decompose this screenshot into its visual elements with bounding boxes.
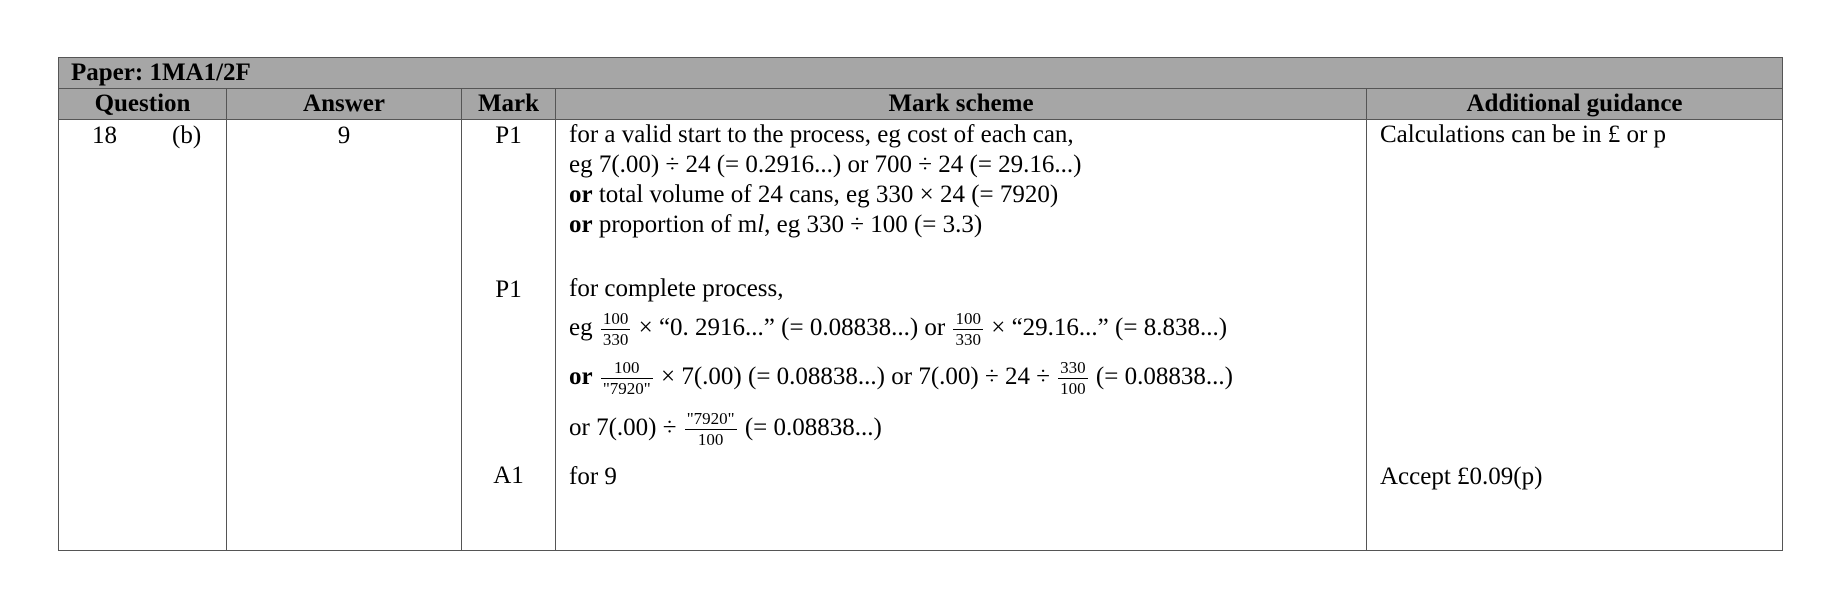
guidance-calculations: Calculations can be in £ or p [1380, 121, 1667, 148]
column-header-mark: Mark [462, 89, 556, 120]
scheme-a1-line: for 9 [569, 463, 617, 490]
scheme-p1-line4 [569, 210, 982, 240]
scheme-p2-line3-end: (= 0.08838...) [1089, 363, 1233, 391]
scheme-p2-line2 [569, 309, 1227, 350]
fraction [601, 309, 631, 350]
fraction-denominator: 330 [955, 330, 981, 349]
fraction-numerator: 100 [602, 309, 629, 328]
mark-p1-second: P1 [495, 276, 522, 303]
fraction-denominator: 100 [1060, 379, 1086, 398]
scheme-p2-line4 [569, 409, 882, 450]
mark-scheme-sheet [58, 57, 1782, 551]
column-header-mark-scheme: Mark scheme [556, 89, 1367, 120]
scheme-p1-line3-text: total volume of 24 cans, eg 330 × 24 (= 7920) [592, 181, 1059, 208]
mark-scheme-cell [556, 120, 1367, 551]
question-cell [59, 120, 227, 551]
column-header-row [59, 89, 1783, 120]
guidance-cell [1367, 120, 1783, 551]
column-header-guidance: Additional guidance [1367, 89, 1783, 120]
column-header-question: Question [59, 89, 227, 120]
answer-value: 9 [337, 122, 351, 149]
paper-label: Paper: 1MA1/2F [59, 58, 1783, 89]
mark-cell [462, 120, 556, 551]
answer-cell [227, 120, 462, 551]
paper-header-row [59, 58, 1783, 89]
scheme-p2-line2-mid1: × “0. 2916...” (= 0.08838...) or [632, 314, 952, 342]
scheme-p2-line3 [569, 358, 1233, 399]
scheme-p1-line4-italic-l: l [757, 211, 765, 238]
fraction-numerator: "7920" [686, 409, 735, 428]
scheme-p1-line2: eg 7(.00) ÷ 24 (= 0.2916...) or 700 ÷ 24 (= 29.16...) [569, 151, 1082, 178]
scheme-p1-line4-text-a: proportion of m [592, 211, 758, 238]
scheme-p2-line4-end: (= 0.08838...) [738, 414, 882, 442]
fraction [953, 309, 983, 350]
or-keyword: or [569, 363, 593, 391]
fraction-denominator: 100 [697, 430, 724, 449]
scheme-p1-line3 [569, 180, 1058, 210]
question-part: (b) [172, 122, 202, 149]
scheme-p2-line1: for complete process, [569, 275, 784, 302]
mark-p1-first: P1 [495, 122, 522, 149]
fraction-numerator: 330 [1060, 358, 1086, 377]
scheme-p1-line4-text-b: , eg 330 ÷ 100 (= 3.3) [764, 211, 983, 238]
scheme-p2-line3-mid: × 7(.00) (= 0.08838...) or 7(.00) ÷ 24 ÷ [654, 363, 1057, 391]
fraction [1058, 358, 1088, 399]
scheme-p2-line2-prefix: eg [569, 314, 599, 342]
mark-scheme-table [58, 57, 1783, 551]
scheme-p1-line1: for a valid start to the process, eg cost of each can, [569, 121, 1074, 148]
fraction [685, 409, 737, 450]
question-row [59, 120, 1783, 551]
mark-a1: A1 [493, 462, 524, 489]
fraction-denominator: 330 [602, 330, 629, 349]
fraction-numerator: 100 [601, 358, 653, 379]
scheme-p2-line2-mid2: × “29.16...” (= 8.838...) [984, 314, 1228, 342]
column-header-answer: Answer [227, 89, 462, 120]
fraction [601, 358, 653, 399]
or-keyword: or [569, 211, 593, 238]
guidance-accept: Accept £0.09(p) [1380, 463, 1543, 490]
scheme-p2-line4-prefix: or 7(.00) ÷ [569, 414, 683, 442]
fraction-numerator: 100 [955, 309, 981, 328]
fraction-denominator: "7920" [602, 379, 651, 398]
question-number: 18 [92, 122, 117, 149]
or-keyword: or [569, 181, 593, 208]
